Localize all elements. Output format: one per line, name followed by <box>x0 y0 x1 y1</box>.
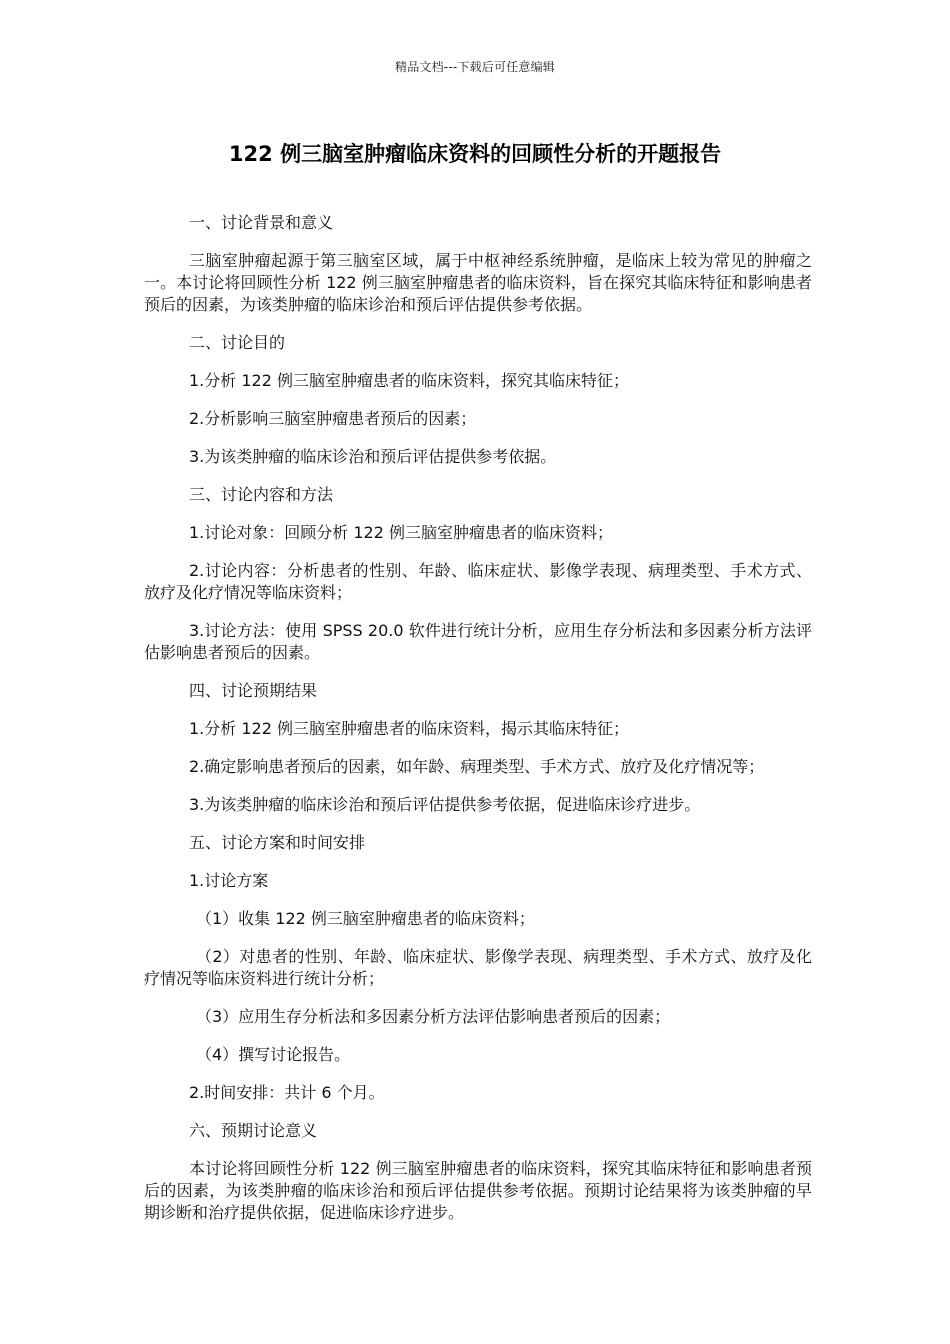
expected-result-item-2: 2.确定影响患者预后的因素，如年龄、病理类型、手术方式、放疗及化疗情况等； <box>189 757 765 776</box>
document-body <box>144 212 812 1240</box>
significance-paragraph: 本讨论将回顾性分析 122 例三脑室肿瘤患者的临床资料，探究其临床特征和影响患者预后的因素，为该类肿瘤的临床诊治和预后评估提供参考依据。预期讨论结果将为该类肿瘤的早期诊断和治疗提供依据，促进临床诊疗进步。 <box>144 1159 812 1222</box>
background-paragraph: 三脑室肿瘤起源于第三脑室区域，属于中枢神经系统肿瘤，是临床上较为常见的肿瘤之一。本讨论将回顾性分析 122 例三脑室肿瘤患者的临床资料，旨在探究其临床特征和影响患者预后的因素，为该类肿瘤的临床诊治和预后评估提供参考依据。 <box>144 251 812 314</box>
expected-result-item-3: 3.为该类肿瘤的临床诊治和预后评估提供参考依据，促进临床诊疗进步。 <box>189 795 701 814</box>
purpose-item-3: 3.为该类肿瘤的临床诊治和预后评估提供参考依据。 <box>189 447 557 466</box>
plan-step-1: （1）收集 122 例三脑室肿瘤患者的临床资料； <box>196 909 535 928</box>
plan-step-2: （2）对患者的性别、年龄、临床症状、影像学表现、病理类型、手术方式、放疗及化疗情况等临床资料进行统计分析； <box>144 947 812 988</box>
section-heading-expected-results: 四、讨论预期结果 <box>189 681 318 700</box>
section-heading-background: 一、讨论背景和意义 <box>189 213 334 232</box>
section-heading-plan-schedule: 五、讨论方案和时间安排 <box>189 833 366 852</box>
section-heading-significance: 六、预期讨论意义 <box>189 1121 318 1140</box>
plan-heading: 1.讨论方案 <box>189 871 269 890</box>
content-method-item-1: 1.讨论对象：回顾分析 122 例三脑室肿瘤患者的临床资料； <box>189 523 613 542</box>
plan-step-4: （4）撰写讨论报告。 <box>196 1045 351 1064</box>
section-heading-purpose: 二、讨论目的 <box>189 333 286 352</box>
purpose-item-1: 1.分析 122 例三脑室肿瘤患者的临床资料，探究其临床特征； <box>189 371 629 390</box>
document-title: 122 例三脑室肿瘤临床资料的回顾性分析的开题报告 <box>228 142 722 166</box>
schedule-item: 2.时间安排：共计 6 个月。 <box>189 1083 385 1102</box>
plan-step-3: （3）应用生存分析法和多因素分析方法评估影响患者预后的因素； <box>196 1007 671 1026</box>
content-method-item-3: 3.讨论方法：使用 SPSS 20.0 软件进行统计分析，应用生存分析法和多因素分析方法评估影响患者预后的因素。 <box>144 621 812 662</box>
section-heading-content-method: 三、讨论内容和方法 <box>189 485 334 504</box>
purpose-item-2: 2.分析影响三脑室肿瘤患者预后的因素； <box>189 409 477 428</box>
content-method-item-2: 2.讨论内容：分析患者的性别、年龄、临床症状、影像学表现、病理类型、手术方式、放疗及化疗情况等临床资料； <box>144 561 812 602</box>
expected-result-item-1: 1.分析 122 例三脑室肿瘤患者的临床资料，揭示其临床特征； <box>189 719 629 738</box>
header-note: 精品文档---下载后可任意编辑 <box>395 60 555 74</box>
